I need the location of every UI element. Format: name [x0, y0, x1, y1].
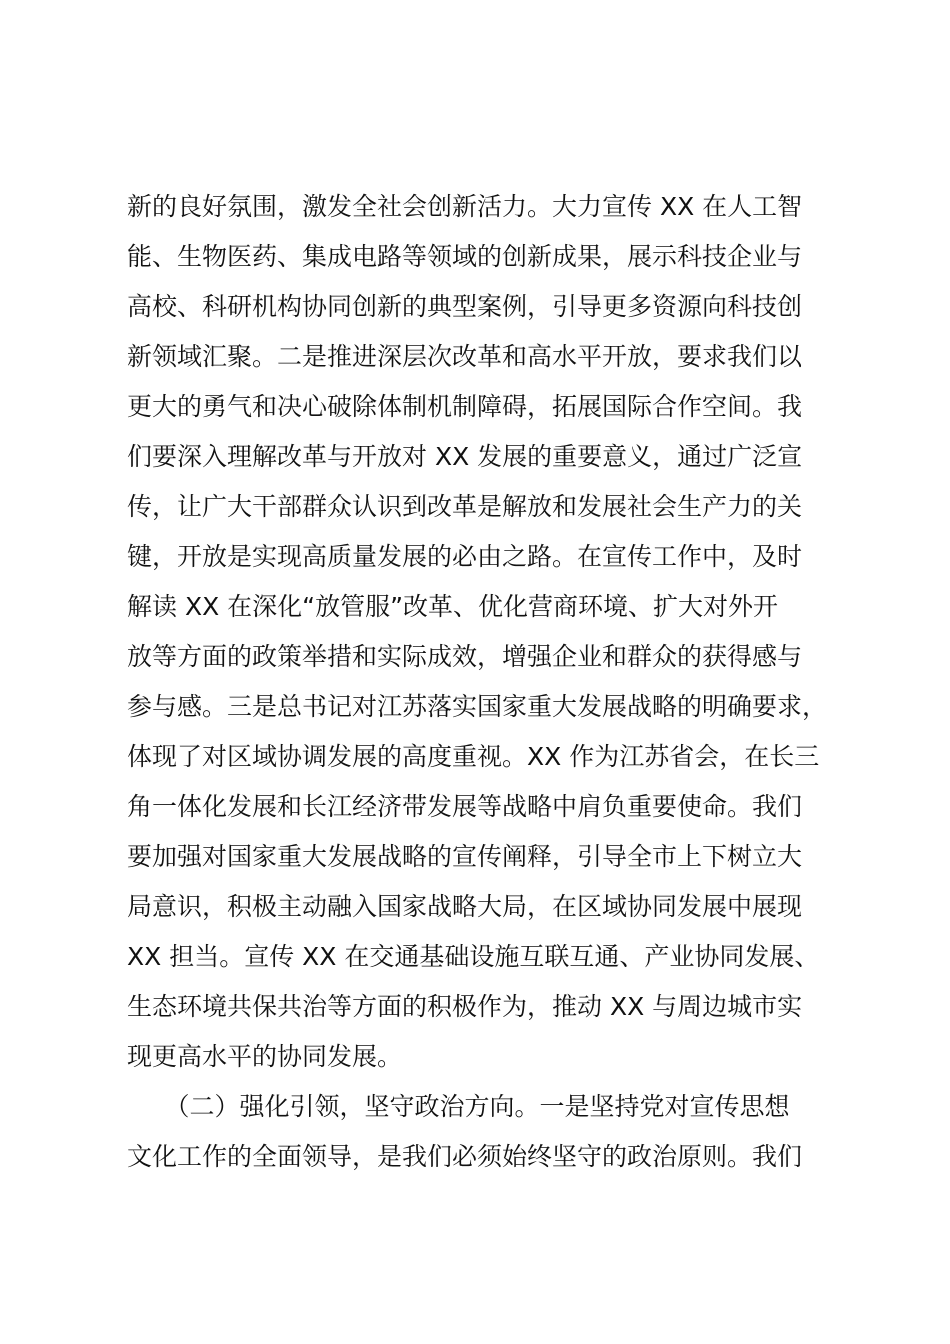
text-line: 生态环境共保共治等方面的积极作为，推动 XX 与周边城市实 [127, 992, 803, 1021]
text-line: 新的良好氛围，激发全社会创新活力。大力宣传 XX 在人工智 [127, 192, 803, 221]
text-line: 角一体化发展和长江经济带发展等战略中肩负重要使命。我们 [127, 792, 803, 821]
text-line: 体现了对区域协调发展的高度重视。XX 作为江苏省会，在长三 [127, 742, 820, 771]
text-line: 们要深入理解改革与开放对 XX 发展的重要意义，通过广泛宣 [127, 442, 803, 471]
text-line: 更大的勇气和决心破除体制机制障碍，拓展国际合作空间。我 [127, 392, 803, 421]
text-line: 现更高水平的协同发展。 [127, 1042, 403, 1071]
text-line: 要加强对国家重大发展战略的宣传阐释，引导全市上下树立大 [127, 842, 803, 871]
text-line: 传，让广大干部群众认识到改革是解放和发展社会生产力的关 [127, 492, 803, 521]
document-body [127, 182, 857, 1182]
text-line: 局意识，积极主动融入国家战略大局，在区域协同发展中展现 [127, 892, 803, 921]
text-line: XX 担当。宣传 XX 在交通基础设施互联互通、产业协同发展、 [127, 942, 820, 971]
text-line: 键，开放是实现高质量发展的必由之路。在宣传工作中，及时 [127, 542, 803, 571]
text-line: 高校、科研机构协同创新的典型案例，引导更多资源向科技创 [127, 292, 803, 321]
text-line: 参与感。三是总书记对江苏落实国家重大发展战略的明确要求， [127, 692, 828, 721]
text-line: 解读 XX 在深化“放管服”改革、优化营商环境、扩大对外开 [127, 592, 779, 621]
text-line: 文化工作的全面领导，是我们必须始终坚守的政治原则。我们 [127, 1142, 803, 1171]
text-line: 新领域汇聚。二是推进深层次改革和高水平开放，要求我们以 [127, 342, 803, 371]
paragraph-start-line: （二）强化引领，坚守政治方向。一是坚持党对宣传思想 [127, 1092, 790, 1121]
text-line: 能、生物医药、集成电路等领域的创新成果，展示科技企业与 [127, 242, 803, 271]
text-line: 放等方面的政策举措和实际成效，增强企业和群众的获得感与 [127, 642, 803, 671]
